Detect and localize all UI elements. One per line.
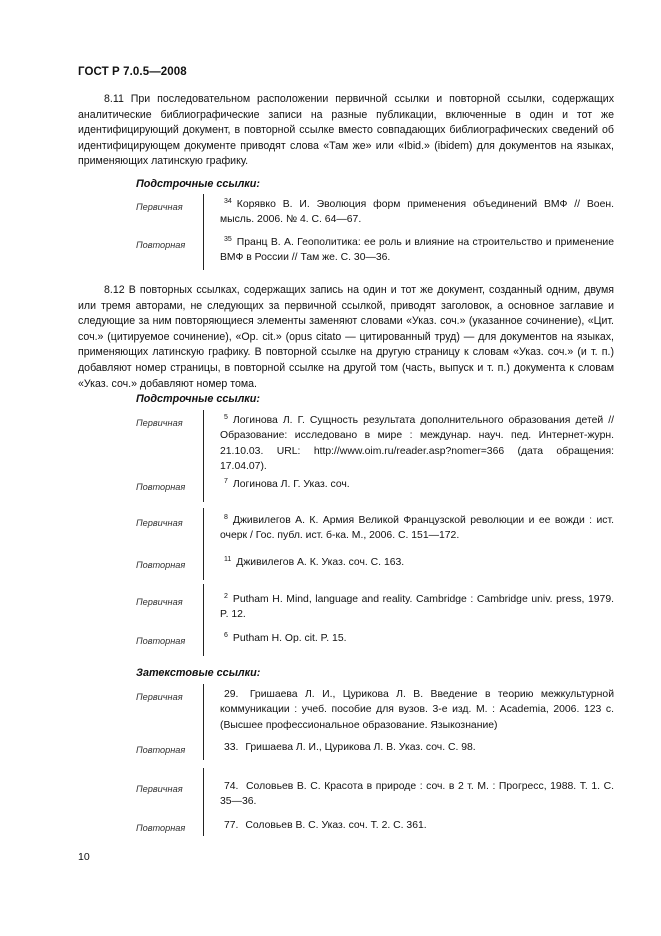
reference-text: Логинова Л. Г. Сущность результата дополнительного образования детей // Образование: исследовано в мире : междунар. науч. пед. Интернет-журн. 21.10.03. URL: http://www.oim.ru/reader.asp?nomer=366 (дата обращения: 17.04.07). bbox=[220, 415, 614, 473]
reference-text: Гришаева Л. И., Цурикова Л. В. Указ. соч. С. 98. bbox=[245, 742, 476, 753]
paragraph-8-12 bbox=[78, 283, 614, 392]
label-primary: Первичная bbox=[136, 784, 183, 794]
page-number: 10 bbox=[78, 851, 90, 863]
example-repeat-3 bbox=[220, 555, 614, 570]
reference-text: Пранц В. А. Геополитика: ее роль и влияние на строительство и применение ВМФ в России // Там же. С. 30—36. bbox=[220, 237, 614, 264]
endnote-number: 29. bbox=[224, 689, 239, 700]
example-divider bbox=[203, 684, 204, 760]
reference-text: Дживилегов А. К. Армия Великой Французской революции и ее вожди : ист. очерк / Гос. публ. ист. б-ка. М., 2006. С. 151—172. bbox=[220, 515, 614, 542]
label-repeat: Повторная bbox=[136, 482, 186, 492]
example-primary-6 bbox=[220, 779, 614, 810]
label-repeat: Повторная bbox=[136, 823, 186, 833]
paragraph-8-11-text: 8.11 При последовательном расположении первичной ссылки и повторной ссылки, содержащих аналитические библиографические записи на разные публикации, включенные в один и тот же идентифицирующий документ, в повторной ссылке вместо совпадающих библиографических сведений об идентифицирующем документе приводят слова «Там же» или «Ibid.» (ibidem) для документов на языках, применяющих латинскую графику. bbox=[78, 93, 614, 168]
example-repeat-4 bbox=[220, 631, 614, 646]
example-divider bbox=[203, 768, 204, 836]
example-repeat-5 bbox=[220, 740, 614, 755]
footnote-number: 2 bbox=[224, 593, 228, 600]
reference-text: Putham H. Op. cit. P. 15. bbox=[232, 633, 347, 644]
endnote-number: 77. bbox=[224, 820, 239, 831]
example-repeat-6 bbox=[220, 818, 614, 833]
example-repeat-1 bbox=[220, 235, 614, 266]
section-title-footnotes-1: Подстрочные ссылки: bbox=[136, 178, 260, 190]
label-primary: Первичная bbox=[136, 518, 183, 528]
example-primary-2 bbox=[220, 413, 614, 475]
footnote-number: 5 bbox=[224, 414, 228, 421]
label-primary: Первичная bbox=[136, 202, 183, 212]
label-primary: Первичная bbox=[136, 692, 183, 702]
example-divider bbox=[203, 584, 204, 656]
footnote-number: 34 bbox=[224, 198, 232, 205]
label-repeat: Повторная bbox=[136, 240, 186, 250]
reference-text: Putham H. Mind, language and reality. Cambridge : Cambridge univ. press, 1979. P. 12. bbox=[220, 594, 614, 621]
example-divider bbox=[203, 410, 204, 502]
footnote-number: 8 bbox=[224, 514, 228, 521]
example-divider bbox=[203, 194, 204, 270]
paragraph-8-12-text: 8.12 В повторных ссылках, содержащих запись на один и тот же документ, созданный одним, двумя или тремя авторами, не следующих за первичной ссылкой, приводят заголовок, а основное заглавие и следующие за ним повторяющиеся элементы заменяют словами «Указ. соч.» (указанное сочинение), «Цит. соч.» (цитируемое сочинение), «Op. cit.» (opus citato — цитированный труд) — для документов на языках, применяющих латинскую графику. В повторной ссылке на другую страницу к словам «Указ. соч.» (и т. п.) добавляют номер страницы, в повторной ссылке на другой том (часть, выпуск и т. п.) документа к словам «Указ. соч.» добавляют номер тома. bbox=[78, 284, 614, 390]
example-primary-1 bbox=[220, 197, 614, 228]
label-repeat: Повторная bbox=[136, 560, 186, 570]
footnote-number: 7 bbox=[224, 478, 228, 485]
label-repeat: Повторная bbox=[136, 636, 186, 646]
reference-text: Соловьев В. С. Указ. соч. Т. 2. С. 361. bbox=[245, 820, 427, 831]
reference-text: Гришаева Л. И., Цурикова Л. В. Введение в теорию межкультурной коммуникации : учеб. пособие для вузов. 3-е изд. М. : Academia, 2006. 123 с. (Высшее профессиональное образование. Языкознание) bbox=[220, 689, 614, 731]
section-title-endnotes: Затекстовые ссылки: bbox=[136, 667, 261, 679]
section-title-footnotes-2: Подстрочные ссылки: bbox=[136, 393, 260, 405]
document-header: ГОСТ Р 7.0.5—2008 bbox=[78, 66, 187, 78]
paragraph-8-11 bbox=[78, 92, 614, 170]
label-primary: Первичная bbox=[136, 418, 183, 428]
footnote-number: 35 bbox=[224, 236, 232, 243]
example-primary-4 bbox=[220, 592, 614, 623]
label-repeat: Повторная bbox=[136, 745, 186, 755]
example-divider bbox=[203, 508, 204, 580]
example-primary-3 bbox=[220, 513, 614, 544]
footnote-number: 11 bbox=[224, 556, 232, 563]
reference-text: Корявко В. И. Эволюция форм применения объединений ВМФ // Воен. мысль. 2006. № 4. С. 64—67. bbox=[220, 199, 614, 226]
example-repeat-2 bbox=[220, 477, 614, 492]
footnote-number: 6 bbox=[224, 632, 228, 639]
reference-text: Логинова Л. Г. Указ. соч. bbox=[232, 479, 350, 490]
endnote-number: 33. bbox=[224, 742, 239, 753]
reference-text: Дживилегов А. К. Указ. соч. С. 163. bbox=[236, 557, 405, 568]
endnote-number: 74. bbox=[224, 781, 239, 792]
example-primary-5 bbox=[220, 687, 614, 733]
reference-text: Соловьев В. С. Красота в природе : соч. в 2 т. М. : Прогресс, 1988. Т. 1. С. 35—36. bbox=[220, 781, 614, 808]
label-primary: Первичная bbox=[136, 597, 183, 607]
